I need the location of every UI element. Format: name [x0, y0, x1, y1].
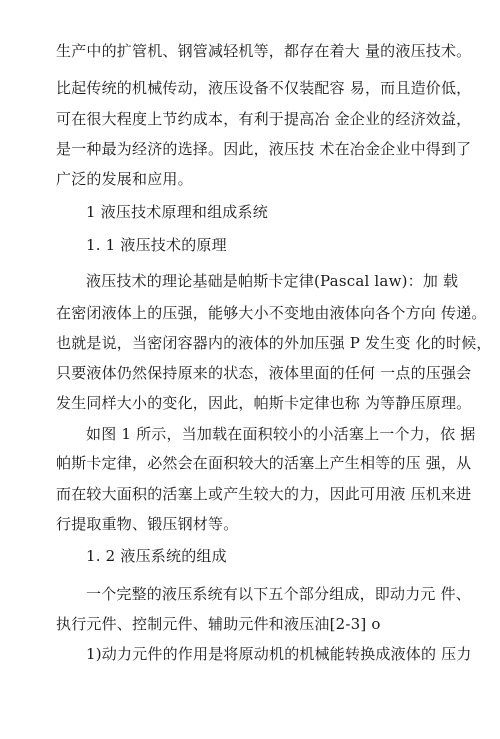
- text-line: 可在很大程度上节约成本，有利于提高冶 金企业的经济效益，: [56, 110, 472, 128]
- text-line: 而在较大面积的活塞上或产生较大的力，因此可用液 压机来进: [56, 485, 472, 503]
- section-heading: 1 液压技术原理和组成系统: [86, 203, 268, 221]
- text-line: 行提取重物、锻压钢材等。: [56, 515, 239, 533]
- text-line: 执行元件、控制元件、辅助元件和液压油[2-3] o: [56, 615, 381, 633]
- text-line: 一个完整的液压系统有以下五个部分组成，即动力元 件、: [86, 585, 471, 603]
- text-line: 生产中的扩管机、钢管减轻机等，都存在着大 量的液压技术。: [56, 42, 472, 60]
- text-line: 只要液体仍然保持原来的状态，液体里面的任何 一点的压强会: [56, 364, 472, 382]
- text-line: 1)动力元件的作用是将原动机的机械能转换成液体的 压力: [86, 645, 472, 663]
- text-line: 发生同样大小的变化，因此，帕斯卡定律也称 为等静压原理。: [56, 394, 472, 412]
- subsection-heading: 1. 1 液压技术的原理: [86, 236, 227, 254]
- text-line: 液压技术的理论基础是帕斯卡定律(Pascal law)：加 载: [86, 272, 459, 290]
- text-line: 是一种最为经济的选择。因此，液压技 术在冶金企业中得到了: [56, 140, 472, 158]
- subsection-heading: 1. 2 液压系统的组成: [86, 547, 227, 565]
- text-line: 比起传统的机械传动，液压设备不仅装配容 易，而且造价低，: [56, 79, 472, 97]
- text-line: 也就是说，当密闭容器内的液体的外加压强 P 发生变 化的时候，: [56, 334, 492, 352]
- text-line: 帕斯卡定律，必然会在面积较大的活塞上产生相等的压 强，从: [56, 454, 472, 472]
- text-line: 在密闭液体上的压强，能够大小不变地由液体向各个方向 传递。: [56, 304, 487, 322]
- text-line: 如图 1 所示，当加载在面积较小的小活塞上一个力，依 据: [86, 425, 476, 443]
- text-line: 广泛的发展和应用。: [56, 170, 193, 188]
